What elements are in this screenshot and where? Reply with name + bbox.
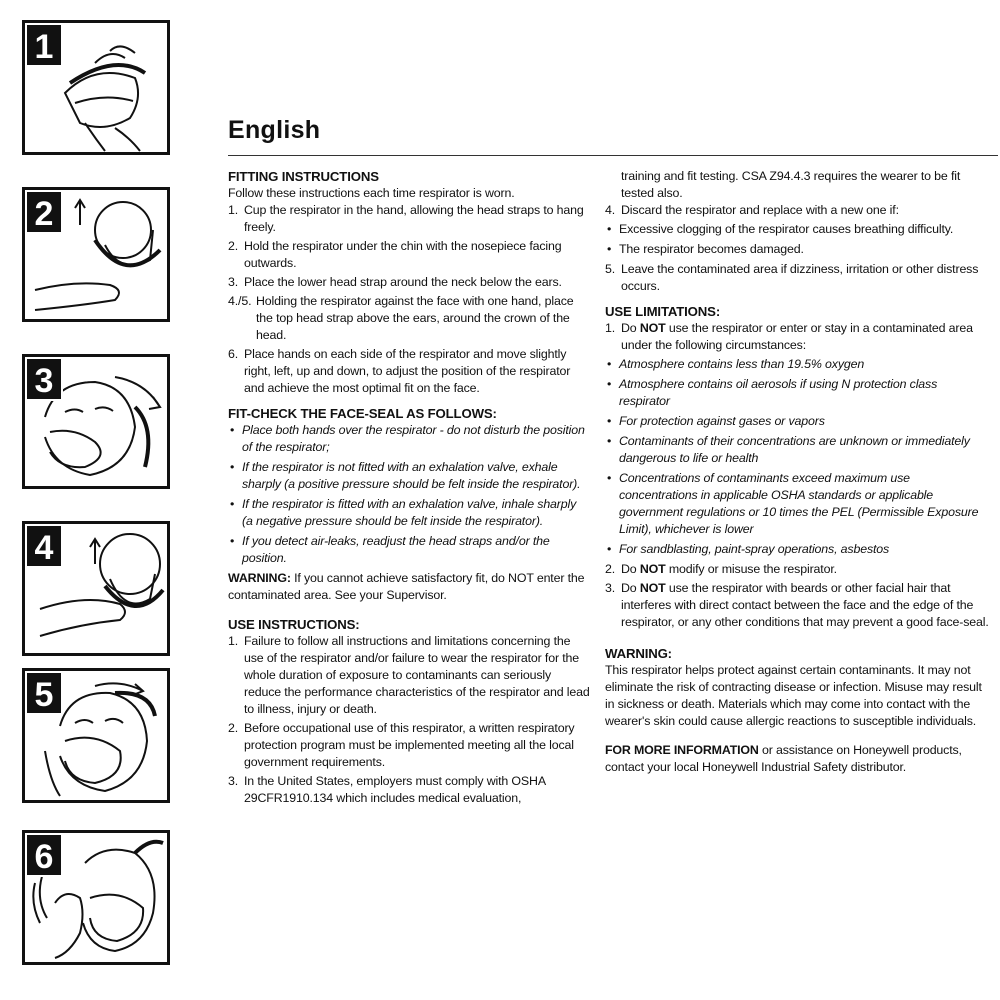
item-text-bold: NOT: [639, 581, 666, 595]
step-3-illustration: [22, 354, 170, 489]
step-4-illustration: [22, 521, 170, 656]
title-divider: [228, 155, 998, 156]
list-item: [228, 274, 590, 291]
list-item: [228, 773, 590, 807]
fitcheck-heading: FIT-CHECK THE FACE-SEAL AS FOLLOWS:: [228, 406, 497, 421]
list-item: [605, 320, 990, 354]
item-number: 3.: [228, 774, 239, 788]
list-item: [605, 202, 990, 219]
item-text-pre: Do: [621, 321, 640, 335]
item-number: 1.: [228, 203, 239, 217]
fitting-heading: FITTING INSTRUCTIONS: [228, 169, 379, 184]
item-number: 1.: [605, 321, 616, 335]
item-text: Place hands on each side of the respirator and move slightly right, left, up and down, to adjust the position of the respirator and achieve the most optimal fit on the face.: [244, 347, 571, 395]
item-number: 4.: [605, 203, 616, 217]
list-item: • Concentrations of contaminants exceed maximum use concentrations in applicable OSHA standards or applicable government regulations or 10 times the PEL (Permissible Exposure Limit), whichever is lower: [605, 470, 990, 538]
item-text-post: use the respirator or enter or stay in a contaminated area under the following circumstances:: [621, 321, 973, 352]
item-number: 1.: [228, 634, 239, 648]
list-item: [228, 633, 590, 718]
warning-heading: WARNING:: [605, 646, 672, 661]
step-number: 6: [25, 833, 63, 877]
more-info-label: FOR MORE INFORMATION: [605, 743, 759, 757]
list-item: • Atmosphere contains less than 19.5% oxygen: [605, 356, 990, 373]
warning-text: This respirator helps protect against certain contaminants. It may not eliminate the risk of contracting disease or infection. Misuse may result in sickness or death. Materials which may come into contact with the wearer's skin could cause allergic reactions to susceptible individuals.: [605, 663, 982, 728]
item-text-pre: Do: [621, 562, 640, 576]
item-text: Cup the respirator in the hand, allowing the head straps to hang freely.: [244, 203, 584, 234]
list-item: [228, 238, 590, 272]
item-text: Holding the respirator against the face with one hand, place the top head strap above the ears, around the crown of the head.: [256, 294, 574, 342]
step-number: 1: [25, 23, 63, 67]
step-number: 2: [25, 190, 63, 234]
item-number: 2.: [228, 239, 239, 253]
warning-fit: [228, 570, 590, 604]
step-number: 5: [25, 671, 63, 715]
item-number: 5.: [605, 262, 616, 276]
list-item: • If the respirator is not fitted with an exhalation valve, exhale sharply (a positive pressure should be felt inside the respirator).: [228, 459, 590, 493]
step-1-illustration: [22, 20, 170, 155]
list-item: • Excessive clogging of the respirator causes breathing difficulty.: [605, 221, 990, 238]
step-number: 4: [25, 524, 63, 568]
step-6-illustration: [22, 830, 170, 965]
list-item: [605, 580, 990, 631]
list-item: [228, 720, 590, 771]
item-text-bold: NOT: [639, 321, 666, 335]
item-text-pre: Do: [621, 581, 640, 595]
item-number: 2.: [228, 721, 239, 735]
item-text: Before occupational use of this respirator, a written respiratory protection program must be implemented meeting all the local government requirements.: [244, 721, 575, 769]
list-item: • If you detect air-leaks, readjust the head straps and/or the position.: [228, 533, 590, 567]
item-text: Hold the respirator under the chin with the nosepiece facing outwards.: [244, 239, 562, 270]
fitting-intro: Follow these instructions each time respirator is worn.: [228, 186, 515, 200]
item-text-bold: NOT: [639, 562, 666, 576]
item-number: 4./5.: [228, 294, 252, 308]
list-item: • Atmosphere contains oil aerosols if using N protection class respirator: [605, 376, 990, 410]
list-item: [228, 346, 590, 397]
list-item: [228, 202, 590, 236]
use-instructions-heading: USE INSTRUCTIONS:: [228, 617, 360, 632]
use-limitations-heading: USE LIMITATIONS:: [605, 304, 721, 319]
list-item: • If the respirator is fitted with an exhalation valve, inhale sharply (a negative pressure should be felt inside the respirator).: [228, 496, 590, 530]
list-item: • Place both hands over the respirator - do not disturb the position of the respirator;: [228, 422, 590, 456]
list-item: [605, 561, 990, 578]
item-number: 2.: [605, 562, 616, 576]
list-item: • Contaminants of their concentrations are unknown or immediately dangerous to life or health: [605, 433, 990, 467]
warning-text: If you cannot achieve satisfactory fit, do NOT enter the contaminated area. See your Supervisor.: [228, 571, 585, 602]
more-info: [605, 742, 990, 776]
item-text: Discard the respirator and replace with a new one if:: [621, 203, 899, 217]
step-number: 3: [25, 357, 63, 401]
item-text-post: use the respirator with beards or other facial hair that interferes with direct contact between the face and the edge of the respirator, or any other conditions that may prevent a good face-seal.: [621, 581, 989, 629]
item-text: Place the lower head strap around the neck below the ears.: [244, 275, 562, 289]
item-number: 3.: [605, 581, 616, 595]
more-info-text: or assistance on Honeywell products, contact your local Honeywell Industrial Safety distributor.: [605, 743, 962, 774]
step-2-illustration: [22, 187, 170, 322]
language-title: English: [228, 116, 321, 144]
item-number: 6.: [228, 347, 239, 361]
left-column: [228, 168, 590, 809]
item-text: In the United States, employers must comply with OSHA 29CFR1910.134 which includes medical evaluation,: [244, 774, 546, 805]
list-item: • The respirator becomes damaged.: [605, 241, 990, 258]
item-number: 3.: [228, 275, 239, 289]
right-column: [605, 168, 990, 776]
use-item3-continued: training and fit testing. CSA Z94.4.3 requires the wearer to be fit tested also.: [621, 169, 961, 200]
list-item: [228, 293, 590, 344]
item-text-post: modify or misuse the respirator.: [665, 562, 837, 576]
list-item: [605, 261, 990, 295]
step-5-illustration: [22, 668, 170, 803]
warning-label: WARNING:: [228, 571, 291, 585]
item-text: Leave the contaminated area if dizziness, irritation or other distress occurs.: [621, 262, 979, 293]
list-item: • For protection against gases or vapors: [605, 413, 990, 430]
list-item: • For sandblasting, paint-spray operations, asbestos: [605, 541, 990, 558]
item-text: Failure to follow all instructions and limitations concerning the use of the respirator and/or failure to wear the respirator for the whole duration of exposure to contaminants can seriously reduce the performance characteristics of the respirator and lead to illness, injury or death.: [244, 634, 590, 716]
